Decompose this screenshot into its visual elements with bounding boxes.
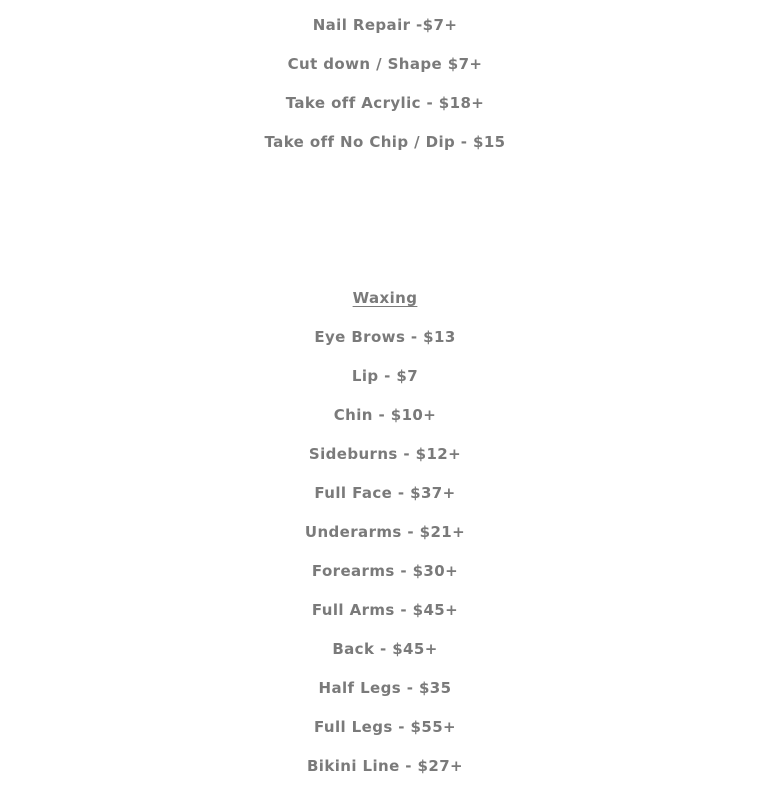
nail-service-cut-down-shape: Cut down / Shape $7+	[287, 55, 483, 73]
wax-service-full-face: Full Face - $37+	[314, 484, 456, 502]
nail-service-take-off-no-chip-dip: Take off No Chip / Dip - $15	[264, 133, 506, 151]
wax-service-sideburns: Sideburns - $12+	[308, 445, 462, 463]
nail-service-take-off-acrylic: Take off Acrylic - $18+	[285, 94, 485, 112]
nail-service-nail-repair: Nail Repair -$7+	[312, 16, 458, 34]
wax-service-lip: Lip - $7	[351, 367, 419, 385]
wax-service-half-legs: Half Legs - $35	[318, 679, 452, 697]
wax-service-chin: Chin - $10+	[333, 406, 437, 424]
section-spacer	[0, 162, 770, 279]
wax-service-full-legs: Full Legs - $55+	[313, 718, 457, 736]
wax-service-bikini-line: Bikini Line - $27+	[306, 757, 464, 775]
wax-service-back: Back - $45+	[332, 640, 438, 658]
wax-service-full-arms: Full Arms - $45+	[311, 601, 459, 619]
wax-service-forearms: Forearms - $30+	[311, 562, 459, 580]
wax-service-eye-brows: Eye Brows - $13	[314, 328, 456, 346]
waxing-heading: Waxing	[352, 289, 418, 307]
wax-service-underarms: Underarms - $21+	[304, 523, 466, 541]
